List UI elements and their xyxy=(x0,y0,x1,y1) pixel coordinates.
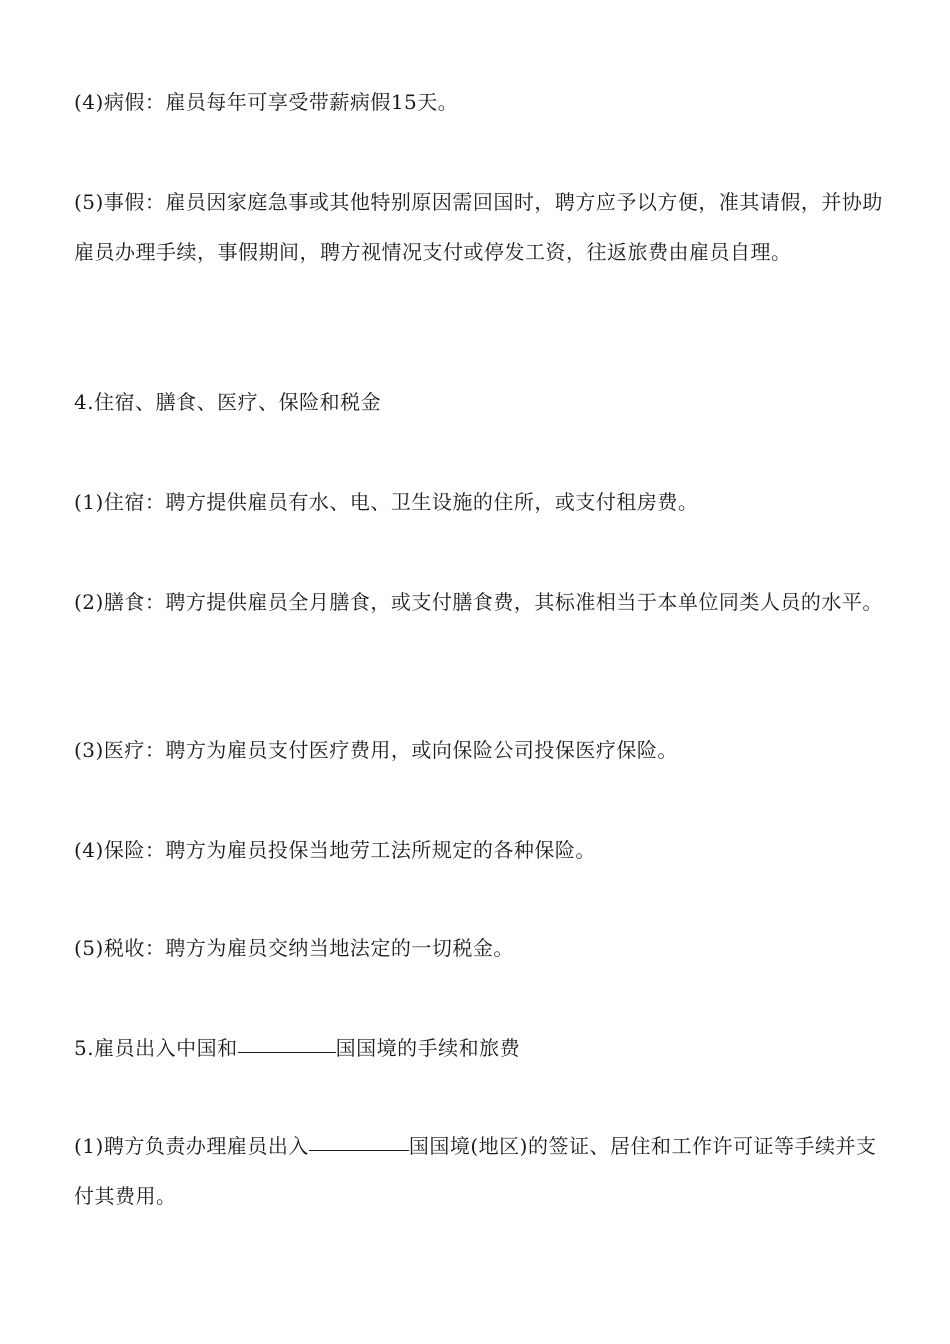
paragraph-housing: (1)住宿：聘方提供雇员有水、电、卫生设施的住所，或支付租房费。 xyxy=(74,490,699,514)
section-4-heading: 4.住宿、膳食、医疗、保险和税金 xyxy=(74,390,382,414)
fill-in-blank[interactable] xyxy=(309,1130,409,1151)
paragraph-visa-start: (1)聘方负责办理雇员出入 xyxy=(74,1134,309,1158)
paragraph-tax: (5)税收：聘方为雇员交纳当地法定的一切税金。 xyxy=(74,936,514,960)
paragraph-medical: (3)医疗：聘方为雇员支付医疗费用，或向保险公司投保医疗保险。 xyxy=(74,738,678,762)
section-5-heading-end: 国国境的手续和旅费 xyxy=(335,1036,521,1060)
fill-in-blank[interactable] xyxy=(238,1032,336,1053)
paragraph-visa-end: 国国境(地区)的签证、居住和工作许可证等手续并支付其费用。 xyxy=(74,1134,877,1208)
paragraph-sick-leave: (4)病假：雇员每年可享受带薪病假15天。 xyxy=(74,90,459,114)
section-5-heading xyxy=(74,1023,894,1073)
paragraph-insurance: (4)保险：聘方为雇员投保当地劳工法所规定的各种保险。 xyxy=(74,838,596,862)
paragraph-personal-leave: (5)事假：雇员因家庭急事或其他特别原因需回国时，聘方应予以方便，准其请假，并协助雇员办理手续，事假期间，聘方视情况支付或停发工资，往返旅费由雇员自理。 xyxy=(74,190,883,264)
paragraph-visa xyxy=(74,1121,894,1221)
paragraph-meals: (2)膳食：聘方提供雇员全月膳食，或支付膳食费，其标准相当于本单位同类人员的水平。 xyxy=(74,590,883,614)
section-5-heading-start: 5.雇员出入中国和 xyxy=(74,1036,238,1060)
